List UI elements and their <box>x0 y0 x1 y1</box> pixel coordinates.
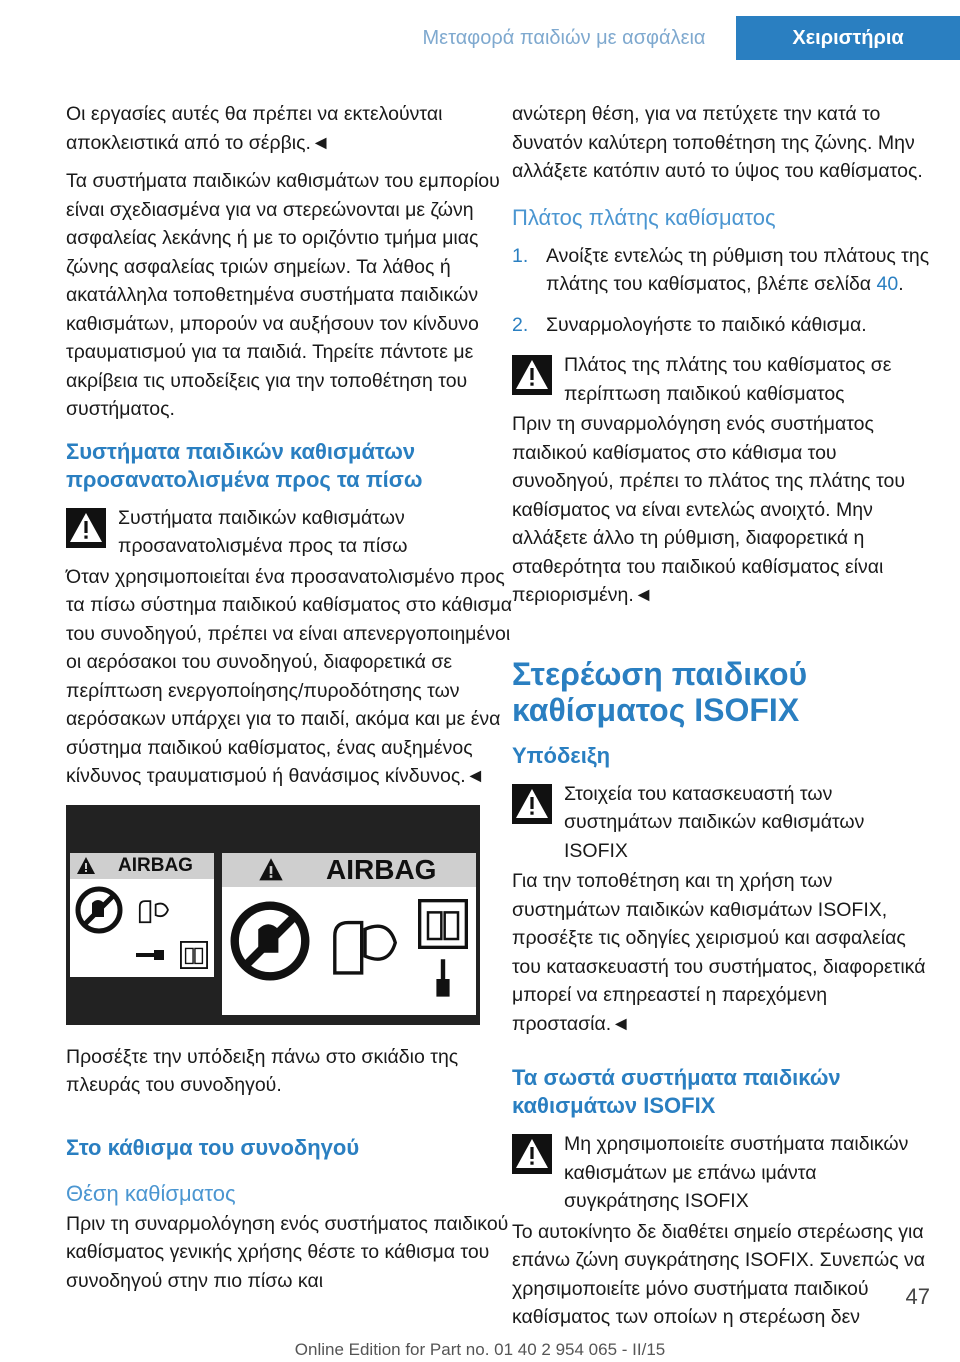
paragraph: Το αυτοκίνητο δε διαθέτει σημείο στερέωσης για επάνω ζώνη συγκράτησης ISOFIX. Συνεπώς να χρησιμοποιείτε μόνο συστήματα παιδικού καθίσματος των οποίων η στερέωση δεν <box>512 1220 926 1328</box>
subheading-rear-facing: Συστήματα παιδικών καθισμάτων προσανατολισμένα προς τα πίσω <box>66 438 423 492</box>
no-rear-child-seat-icon <box>74 885 124 935</box>
footer-edition: Online Edition for Part no. 01 40 2 954 065 - II/15 <box>294 1340 666 1359</box>
chapter-tab[interactable]: Χειριστήρια <box>736 16 960 60</box>
warning-triangle-icon <box>66 508 106 548</box>
airbag-deploy-icon <box>128 887 178 931</box>
warning-text: Μη χρησιμοποιείτε συστήματα παιδικών καθισμάτων με επάνω ιμάντα συγκράτησης ISOFIX <box>564 1133 909 1212</box>
paragraph: Όταν χρησιμοποιείται ένα προσανατολισμένο προς τα πίσω σύστημα παιδικού καθίσματος στο κάθισμα του συνοδηγού, πρέπει να είναι απενεργοποιημένοι οι αερόσακοι του συνοδηγού, διαφορετικά σε περίπτωση ενεργοποίησης/πυροδότησης των αερόσακων υπάρχει για το παιδί, ακόμα και με ένα σύστημα παιδικού καθίσματος, ένας αυξημένος κίνδυνος τραυματισμού ή θανάσιμος κίνδυνος.◄ <box>66 565 513 787</box>
pointing-hand-icon <box>432 957 454 1001</box>
paragraph: ανώτερη θέση, για να πετύχετε την κατά το δυνατόν καλύτερη τοποθέτηση της ζώνης. Μην αλλάξετε κατόπιν αυτό το ύψος του καθίσματος. <box>512 103 923 182</box>
warning-triangle-icon <box>512 784 552 824</box>
paragraph: Οι εργασίες αυτές θα πρέπει να εκτελούνται αποκλειστικά από το σέρβις.◄ <box>66 103 443 154</box>
airbag-label-image <box>66 805 480 1025</box>
airbag-label-text: AIRBAG <box>118 854 193 876</box>
warning-note <box>512 780 930 866</box>
warning-triangle-icon <box>512 1134 552 1174</box>
list-item <box>512 242 930 299</box>
page-header <box>0 0 960 62</box>
subheading-passenger-seat: Στο κάθισμα του συνοδηγού <box>66 1134 360 1160</box>
page-number: 47 <box>905 1284 930 1309</box>
paragraph: Πριν τη συναρμολόγηση ενός συστήματος παιδικού καθίσματος γενικής χρήσης θέστε το κάθισμα του συνοδηγού στην πιο πίσω και <box>66 1212 509 1292</box>
subheading-seat-position: Θέση καθίσματος <box>66 1180 236 1206</box>
left-column <box>66 100 518 1305</box>
paragraph: Τα συστήματα παιδικών καθισμάτων του εμπορίου είναι σχεδιασμένα για να στερεώνονται με ζώνη ασφαλείας λεκάνης ή με το οριζόντιο τμήμα μιας ζώνης ασφαλείας τριών σημείων. Τα λάθος ή ακατάλληλα τοποθετημένα συστήματα παιδικών καθισμάτων, μπορούν να αυξήσουν τον κίνδυνο τραυματισμού για τα παιδιά. Τηρείτε πάντοτε με ακρίβεια τις υποδείξεις για την τοποθέτηση του συστήματος. <box>66 170 500 420</box>
page-link[interactable]: 40 <box>876 273 899 295</box>
warning-text: Συστήματα παιδικών καθισμάτων προσανατολισμένα προς τα πίσω <box>118 506 408 557</box>
warning-note <box>512 1130 930 1216</box>
airbag-deploy-icon <box>318 899 402 983</box>
no-rear-child-seat-icon <box>228 899 312 983</box>
paragraph: Προσέξτε την υπόδειξη πάνω στο σκιάδιο της πλευράς του συνοδηγού. <box>66 1045 459 1096</box>
step-text: Συναρμολογήστε το παιδικό κάθισμα. <box>546 313 867 336</box>
warning-triangle-icon <box>258 857 284 883</box>
airbag-label-text: AIRBAG <box>326 853 437 885</box>
paragraph: Πριν τη συναρμολόγηση ενός συστήματος παιδικού καθίσματος στο κάθισμα του συνοδηγού, πρέπει το πλάτος της πλάτης του καθίσματος να είναι εντελώς ανοιχτό. Μην αλλάξετε άλλο τη ρύθμιση, διαφορετικά η σταθερότητα του παιδικού καθίσματος είναι περιορισμένη.◄ <box>512 413 906 606</box>
section-title: Μεταφορά παιδιών με ασφάλεια <box>422 27 706 49</box>
warning-note <box>66 504 518 561</box>
step-number: 1. <box>512 244 529 267</box>
section-heading-isofix: Στερέωση παιδικού καθίσματος ISOFIX <box>512 655 808 728</box>
warning-triangle-icon <box>512 355 552 395</box>
subheading-note: Υπόδειξη <box>512 742 611 768</box>
warning-note <box>512 351 930 408</box>
warning-text: Στοιχεία του κατασκευαστή των συστημάτων παιδικών καθισμάτων ISOFIX <box>564 782 865 862</box>
right-column <box>512 100 930 1342</box>
list-item <box>512 311 930 340</box>
manual-icon <box>418 899 468 949</box>
step-number: 2. <box>512 313 529 336</box>
warning-triangle-icon <box>76 856 96 876</box>
warning-text: Πλάτος της πλάτης του καθίσματος σε περίπτωση παιδικού καθίσματος <box>564 354 892 405</box>
pointing-hand-icon <box>134 945 174 965</box>
step-text-end: . <box>898 273 904 295</box>
step-text: Ανοίξτε εντελώς τη ρύθμιση του πλάτους της πλάτης του καθίσματος, βλέπε σελίδα <box>546 244 930 295</box>
steps-list <box>512 242 930 340</box>
subheading-correct-isofix: Τα σωστά συστήματα παιδικών καθισμάτων ISOFIX <box>512 1065 841 1118</box>
airbag-label-large <box>222 853 476 1015</box>
paragraph: Για την τοποθέτηση και τη χρήση των συστημάτων παιδικών καθισμάτων ISOFIX, προσέξτε τις οδηγίες χειρισμού και ασφαλείας του κατασκευαστή του συστήματος, διαφορετικά μπορεί να επηρεαστεί η παρεχόμενη προστασία.◄ <box>512 870 926 1035</box>
subheading-backrest-width: Πλάτος πλάτης καθίσματος <box>512 204 776 230</box>
airbag-label-small <box>70 853 214 977</box>
manual-icon <box>180 941 208 969</box>
